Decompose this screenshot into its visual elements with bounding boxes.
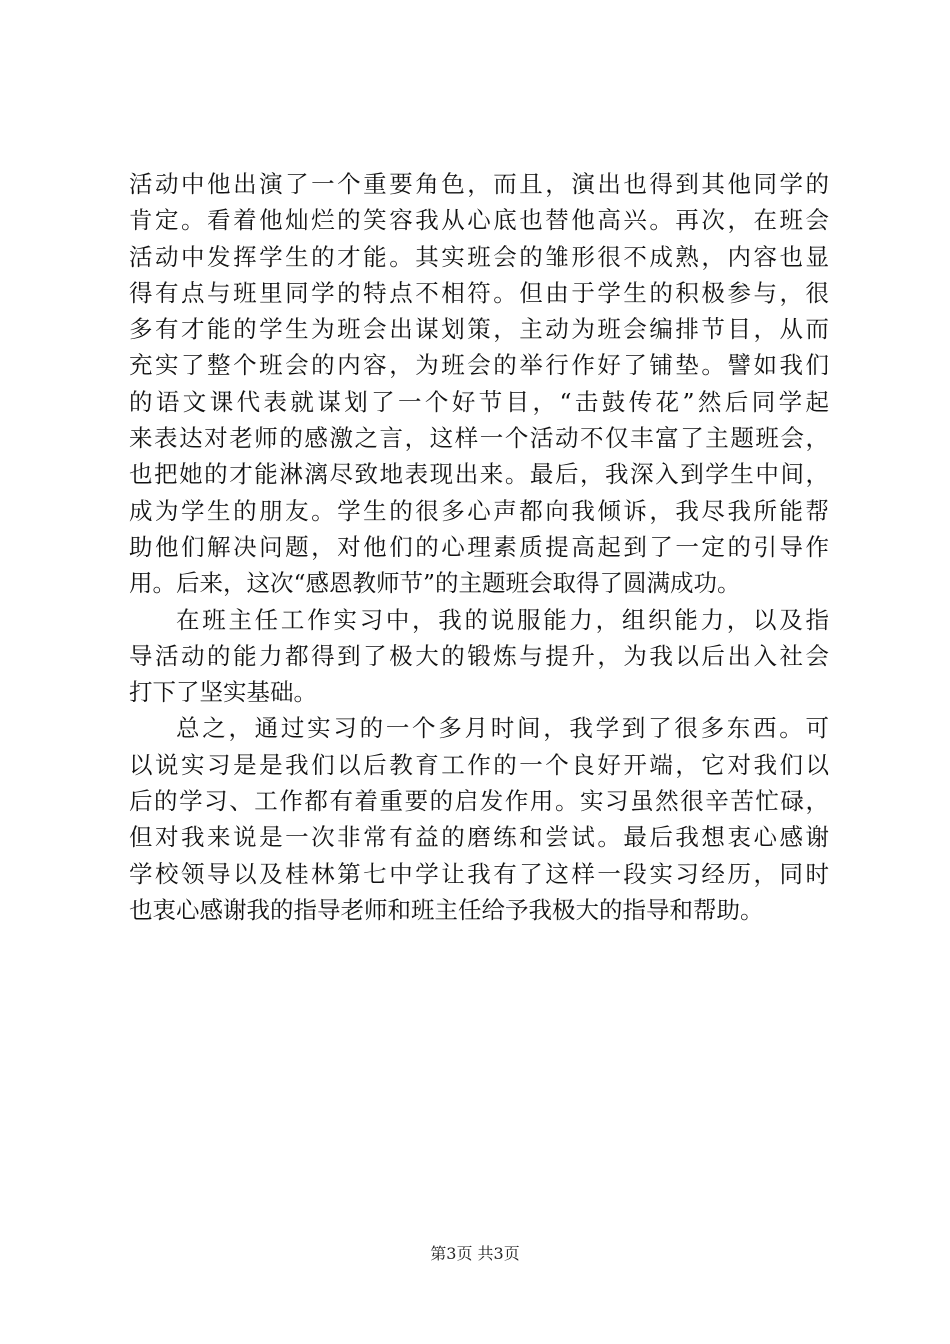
text-line: 充实了整个班会的内容，为班会的举行作好了铺垫。譬如我们 (129, 351, 829, 380)
text-line: 助他们解决问题，对他们的心理素质提高起到了一定的引导作 (129, 532, 829, 561)
text-line: 后的学习、工作都有着重要的启发作用。实习虽然很辛苦忙碌， (129, 787, 829, 816)
text-line: 也衷心感谢我的指导老师和班主任给予我极大的指导和帮助。 (129, 895, 764, 924)
text-line: 活动中发挥学生的才能。其实班会的雏形很不成熟，内容也显 (129, 242, 829, 271)
text-line: 在班主任工作实习中，我的说服能力，组织能力，以及指 (176, 605, 829, 634)
text-line: 成为学生的朋友。学生的很多心声都向我倾诉，我尽我所能帮 (129, 496, 829, 525)
text-line: 来表达对老师的感激之言，这样一个活动不仅丰富了主题班会， (129, 424, 829, 453)
text-line: 学校领导以及桂林第七中学让我有了这样一段实习经历，同时 (129, 859, 829, 888)
text-line: 肯定。看着他灿烂的笑容我从心底也替他高兴。再次，在班会 (129, 206, 829, 235)
text-line: 的语文课代表就谋划了一个好节目，“击鼓传花”然后同学起 (129, 387, 829, 416)
page-number-footer: 第3页 共3页 (430, 1244, 520, 1263)
text-line: 以说实习是是我们以后教育工作的一个良好开端，它对我们以 (129, 750, 829, 779)
text-line: 活动中他出演了一个重要角色，而且，演出也得到其他同学的 (129, 170, 829, 198)
document-body (129, 166, 829, 928)
text-line: 打下了坚实基础。 (129, 678, 317, 707)
text-line: 得有点与班里同学的特点不相符。但由于学生的积极参与，很 (129, 278, 829, 307)
text-line: 用。后来，这次“感恩教师节”的主题班会取得了圆满成功。 (129, 569, 741, 598)
text-line: 多有才能的学生为班会出谋划策，主动为班会编排节目，从而 (129, 315, 829, 344)
text-line: 总之，通过实习的一个多月时间，我学到了很多东西。可 (176, 714, 829, 743)
text-line: 但对我来说是一次非常有益的磨练和尝试。最后我想衷心感谢 (129, 823, 829, 852)
text-line: 也把她的才能淋漓尽致地表现出来。最后，我深入到学生中间， (129, 460, 829, 489)
text-line: 导活动的能力都得到了极大的锻炼与提升，为我以后出入社会 (129, 641, 829, 670)
